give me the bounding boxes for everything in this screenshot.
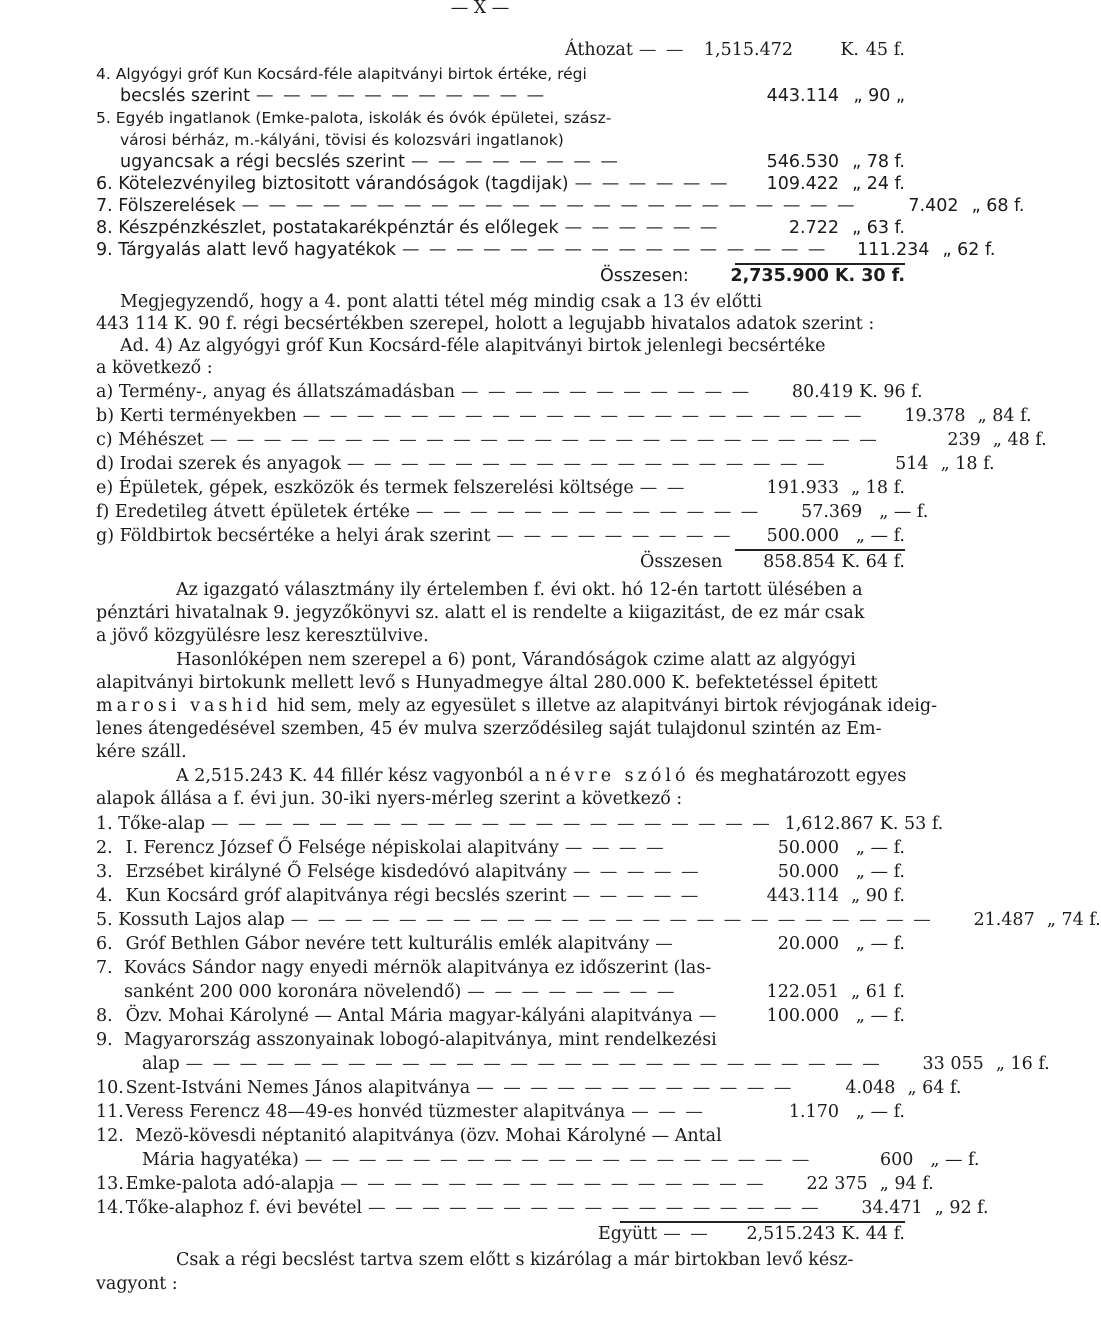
s1-item-6-unit: „ 24 f. bbox=[852, 174, 905, 194]
s1-item-7-value: 7.402 bbox=[908, 196, 959, 216]
carryover-value: 1,515.472 bbox=[703, 40, 793, 60]
s3-item-3: 3. Erzsébet királyné Ő Felsége kisdedóvó alapitvány — — — — — 50.000 „ — f. bbox=[96, 862, 905, 882]
s2-item-g: g) Földbirtok becsértéke a helyi árak szerint — — — — — — — — — 500.000 „ — f. bbox=[96, 526, 905, 546]
s1-item-7-unit: „ 68 f. bbox=[971, 196, 1025, 216]
s2-item-f: f) Eredetileg átvett épületek értéke — — — — — — — — — — — — — 57.369 „ — f. bbox=[96, 502, 929, 522]
s1-item-6-row: 6. Kötelezvényileg biztositott várandóságok (tagdijak) — — — — — — 109.422 „ 24 f. bbox=[96, 174, 905, 194]
page-marker: — X — bbox=[450, 0, 510, 18]
s1-item-5-unit: „ 78 f. bbox=[852, 152, 905, 172]
s2-total-row bbox=[640, 550, 905, 574]
s3-item-1: 1. Tőke-alap — — — — — — — — — — — — — — — — — — — — — 1,612.867 K. 53 f. bbox=[96, 814, 944, 834]
s1-item-5-row: ugyancsak a régi becslés szerint — — — — — — — — 546.530 „ 78 f. bbox=[120, 152, 905, 172]
para1-line1: Az igazgató választmány ily értelemben f. évi okt. hó 12-én tartott ülésében a bbox=[176, 580, 863, 600]
s1-total-value: 2,735.900 bbox=[730, 266, 829, 286]
s3-item-8: 8. Özv. Mohai Károlyné — Antal Mária magyar-kályáni alapitványa — 100.000 „ — f. bbox=[96, 1006, 905, 1026]
s1-item-8-row: 8. Készpénzkészlet, postatakarékpénztár és előlegek — — — — — — 2.722 „ 63 f. bbox=[96, 218, 905, 238]
s2-item-b: b) Kerti terményekben — — — — — — — — — — — — — — — — — — — — — 19.378 „ 84 f. bbox=[96, 406, 1032, 426]
para2-line2: alapitványi birtokunk mellett levő s Hunyadmegye által 280.000 K. befektetéssel épitett bbox=[96, 673, 878, 693]
para2-line5: kére száll. bbox=[96, 742, 187, 762]
note-line3: Ad. 4) Az algyógyi gróf Kun Kocsárd-féle alapitványi birtok jelenlegi becsértéke bbox=[120, 336, 826, 356]
para2-line3: marosi vashid hid sem, mely az egyesület s illetve az alapitványi birtok révjogának ideig- bbox=[96, 696, 938, 716]
para3-line1: A 2,515.243 K. 44 fillér kész vagyonból a névre szóló és meghatározott egyes bbox=[176, 766, 907, 786]
s1-item-4-row: becslés szerint — — — — — — — — — — — 443.114 „ 90 „ bbox=[120, 86, 905, 106]
s1-item-6-value: 109.422 bbox=[766, 174, 839, 194]
closing-line2: vagyont : bbox=[96, 1274, 178, 1294]
s1-item-9-row: 9. Tárgyalás alatt levő hagyatékok — — — — — — — — — — — — — — — — 111.234 „ 62 f. bbox=[96, 240, 996, 260]
s1-item-7-row: 7. Fölszerelések — — — — — — — — — — — — — — — — — — — — — — — 7.402 „ 68 f. bbox=[96, 196, 1025, 216]
s1-total-label: Összesen: bbox=[600, 266, 689, 286]
s3-total-value: 2,515.243 bbox=[746, 1224, 836, 1244]
s2-item-c: c) Méhészet — — — — — — — — — — — — — — — — — — — — — — — — — 239 „ 48 f. bbox=[96, 430, 1047, 450]
s2-total-label: Összesen bbox=[640, 552, 723, 572]
s3-total-label: Együtt bbox=[598, 1224, 658, 1244]
s1-item-4-value: 443.114 bbox=[766, 86, 839, 106]
carryover-row: Áthozat — — 1,515.472 K. 45 f. bbox=[565, 40, 905, 60]
closing-line1: Csak a régi becslést tartva szem előtt s kizárólag a már birtokban levő kész- bbox=[176, 1250, 854, 1270]
s3-item-13: 13. Emke-palota adó-alapja — — — — — — — — — — — — — — — — 22 375 „ 94 f. bbox=[96, 1174, 934, 1194]
s1-total-unit: K. 30 f. bbox=[834, 266, 905, 286]
s1-item-5-line1: 5. Egyéb ingatlanok (Emke-palota, iskolák és óvók épületei, szász- bbox=[96, 109, 612, 127]
s3-total-row: Együtt — — 2,515.243 K. 44 f. bbox=[598, 1224, 905, 1244]
s1-item-5-line2: városi bérház, m.-kályáni, tövisi és kolozsvári ingatlanok) bbox=[120, 131, 564, 149]
para3-line2: alapok állása a f. évi jun. 30-iki nyers-mérleg szerint a következő : bbox=[96, 789, 683, 809]
para2-line4: lenes átengedésével szemben, 45 év mulva szerződésileg saját tulajdonul szintén az Em- bbox=[96, 719, 882, 739]
carryover-unit-k: K. bbox=[840, 40, 859, 60]
s1-item-9-unit: „ 62 f. bbox=[942, 240, 996, 260]
s2-item-e: e) Épületek, gépek, eszközök és termek felszerelési költsége — — 191.933 „ 18 f. bbox=[96, 478, 905, 498]
s1-total-row bbox=[600, 264, 905, 288]
s1-item-8-value: 2.722 bbox=[788, 218, 839, 238]
s1-item-9-value: 111.234 bbox=[857, 240, 930, 260]
s3-item-9-line1: 9. Magyarország asszonyainak lobogó-alapitványa, mint rendelkezési bbox=[96, 1030, 717, 1050]
para1-line2: pénztári hivatalnak 9. jegyzőkönyvi sz. alatt el is rendelte a kiigazitást, de ez már csak bbox=[96, 603, 865, 623]
para2-line1: Hasonlóképen nem szerepel a 6) pont, Várandóságok czime alatt az algyógyi bbox=[176, 650, 856, 670]
s3-total-unit: K. 44 f. bbox=[841, 1224, 905, 1244]
note-line4: a következő : bbox=[96, 358, 213, 378]
s3-item-12-row: Mária hagyatéka) — — — — — — — — — — — — — — — — — — — 600 „ — f. bbox=[142, 1150, 980, 1170]
s1-item-4-line1: 4. Algyógyi gróf Kun Kocsárd-féle alapitványi birtok értéke, régi bbox=[96, 65, 587, 83]
s3-item-10: 10. Szent-Istváni Nemes János alapitványa — — — — — — — — — — — — 4.048 „ 64 f. bbox=[96, 1078, 962, 1098]
s1-item-4-unit: „ 90 „ bbox=[853, 86, 905, 106]
s1-item-8-unit: „ 63 f. bbox=[852, 218, 905, 238]
s3-item-7-line1: 7. Kovács Sándor nagy enyedi mérnök alapitványa ez időszerint (las- bbox=[96, 958, 712, 978]
s3-item-5: 5. Kossuth Lajos alap — — — — — — — — — — — — — — — — — — — — — — — — 21.487 „ 74 f. bbox=[96, 910, 1101, 930]
s3-item-14: 14. Tőke-alaphoz f. évi bevétel — — — — — — — — — — — — — — — — — 34.471 „ 92 f. bbox=[96, 1198, 989, 1218]
s2-total-value: 858.854 bbox=[763, 552, 836, 572]
s1-item-5-value: 546.530 bbox=[766, 152, 839, 172]
s3-item-9-row: alap — — — — — — — — — — — — — — — — — — — — — — — — — — 33 055 „ 16 f. bbox=[142, 1054, 1050, 1074]
s3-item-11: 11. Veress Ferencz 48—49-es honvéd tüzmester alapitványa — — — 1.170 „ — f. bbox=[96, 1102, 905, 1122]
note-line1: Megjegyzendő, hogy a 4. pont alatti tétel még mindig csak a 13 év előtti bbox=[120, 292, 762, 312]
s3-item-12-line1: 12. Mezö-kövesdi néptanitó alapitványa (özv. Mohai Károlyné — Antal bbox=[96, 1126, 722, 1146]
carryover-unit-f: 45 f. bbox=[865, 40, 905, 60]
s3-item-2: 2. I. Ferencz József Ő Felsége népiskolai alapitvány — — — — 50.000 „ — f. bbox=[96, 838, 905, 858]
note-line2: 443 114 K. 90 f. régi becsértékben szerepel, holott a legujabb hivatalos adatok szerint : bbox=[96, 314, 875, 334]
s2-item-a: a) Termény-, anyag és állatszámadásban — — — — — — — — — — — 80.419 K. 96 f. bbox=[96, 382, 923, 402]
s2-item-d: d) Irodai szerek és anyagok — — — — — — — — — — — — — — — — — — 514 „ 18 f. bbox=[96, 454, 995, 474]
carryover-label: Áthozat bbox=[565, 40, 633, 60]
para1-line3: a jövő közgyülésre lesz keresztülvive. bbox=[96, 626, 429, 646]
s3-item-7-row: sanként 200 000 koronára növelendő) — — — — — — — — 122.051 „ 61 f. bbox=[124, 982, 905, 1002]
s2-total-unit: K. 64 f. bbox=[841, 552, 905, 572]
s3-item-6: 6. Gróf Bethlen Gábor nevére tett kulturális emlék alapitvány — 20.000 „ — f. bbox=[96, 934, 905, 954]
s3-item-4: 4. Kun Kocsárd gróf alapitványa régi becslés szerint — — — — — 443.114 „ 90 f. bbox=[96, 886, 905, 906]
